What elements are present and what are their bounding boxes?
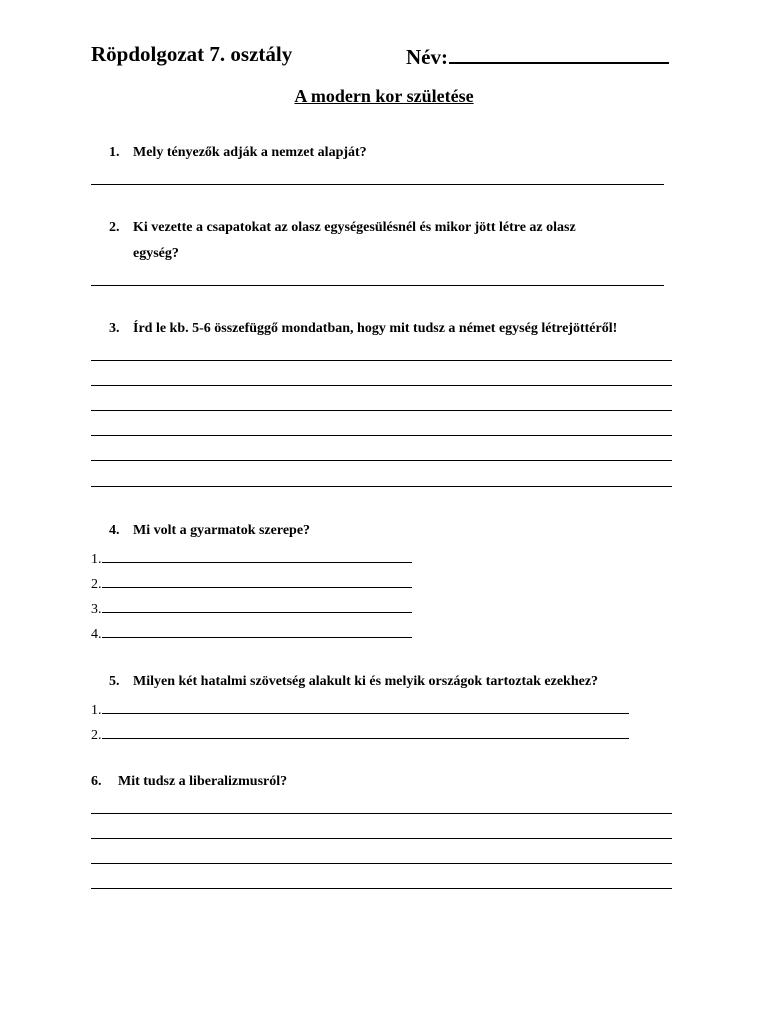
question-4: 4. Mi volt a gyarmatok szerepe?	[109, 523, 311, 538]
question-2: 2. Ki vezette a csapatokat az olasz egységesülésnél és mikor jött létre az olasz	[109, 220, 576, 235]
question-3: 3. Írd le kb. 5-6 összefüggő mondatban, hogy mit tudsz a német egység létrejöttéről!	[109, 321, 618, 336]
topic-subtitle: A modern kor születése	[294, 86, 474, 106]
name-label: Név:	[406, 45, 448, 69]
question-6-text: Mit tudsz a liberalizmusról?	[118, 774, 288, 789]
answer-line[interactable]	[102, 623, 412, 638]
answer-line[interactable]	[91, 285, 664, 286]
question-6: 6. Mit tudsz a liberalizmusról?	[91, 774, 288, 789]
question-5: 5. Milyen két hatalmi szövetség alakult ki és melyik országok tartoztak ezekhez?	[109, 674, 599, 689]
list-item: 3.	[91, 598, 412, 618]
list-item: 2.	[91, 724, 629, 744]
question-2-text-cont: egység?	[133, 246, 179, 261]
question-5-text: Milyen két hatalmi szövetség alakult ki és melyik országok tartoztak ezekhez?	[133, 674, 599, 689]
answer-line[interactable]	[102, 598, 412, 613]
answer-line[interactable]	[102, 699, 629, 714]
worksheet-title: Röpdolgozat 7. osztály	[91, 42, 293, 66]
question-3-text: Írd le kb. 5-6 összefüggő mondatban, hogy mit tudsz a német egység létrejöttéről!	[133, 321, 618, 336]
name-blank-line[interactable]	[449, 42, 669, 64]
answer-line[interactable]	[102, 724, 629, 739]
question-4-text: Mi volt a gyarmatok szerepe?	[133, 523, 311, 538]
question-1-text: Mely tényezők adják a nemzet alapját?	[133, 145, 367, 160]
answer-line[interactable]	[91, 486, 672, 487]
list-item: 1.	[91, 548, 412, 568]
answer-line[interactable]	[91, 460, 672, 461]
name-field	[406, 42, 669, 70]
answer-line[interactable]	[91, 360, 672, 361]
question-1: 1. Mely tényezők adják a nemzet alapját?	[109, 145, 367, 160]
answer-line[interactable]	[91, 888, 672, 889]
answer-line[interactable]	[91, 410, 672, 411]
answer-line[interactable]	[91, 435, 672, 436]
list-item: 2.	[91, 573, 412, 593]
answer-line[interactable]	[91, 385, 672, 386]
list-item: 4.	[91, 623, 412, 643]
answer-line[interactable]	[102, 573, 412, 588]
answer-line[interactable]	[91, 838, 672, 839]
answer-line[interactable]	[91, 813, 672, 814]
answer-line[interactable]	[91, 184, 664, 185]
answer-line[interactable]	[102, 548, 412, 563]
answer-line[interactable]	[91, 863, 672, 864]
list-item: 1.	[91, 699, 629, 719]
question-2-text: Ki vezette a csapatokat az olasz egységesülésnél és mikor jött létre az olasz	[133, 220, 576, 235]
